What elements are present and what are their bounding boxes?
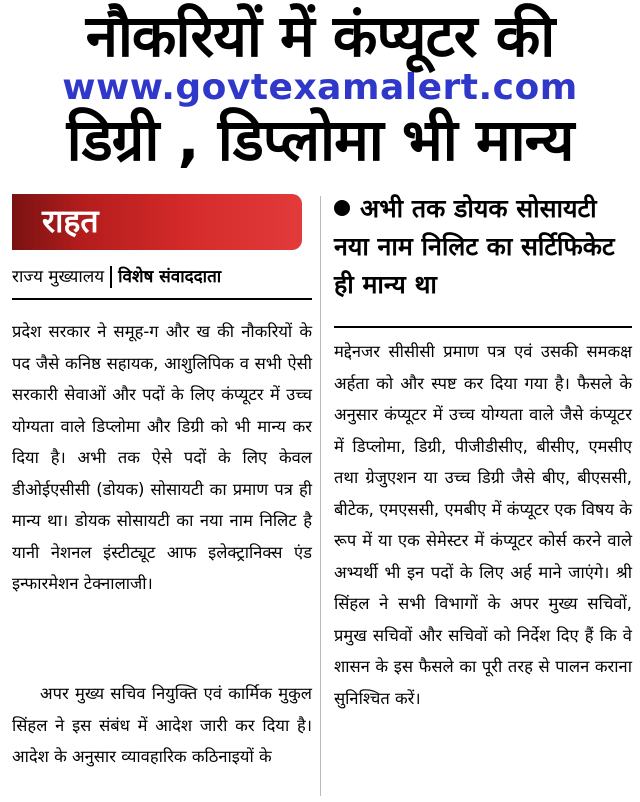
pull-quote-text: अभी तक डोयक सोसायटी नया नाम निलिट का सर्टिफिकेट ही मान्य था — [334, 194, 615, 299]
byline — [12, 262, 312, 292]
article-paragraph-1: प्रदेश सरकार ने समूह-ग और ख की नौकरियों के पद जैसे कनिष्ठ सहायक, आशुलिपिक व सभी ऐसी सरकारी सेवाओं और पदों के लिए कंप्यूटर में उच्च योग्यता वाले डिप्लोमा और डिग्री को भी मान्य कर दिया है। अभी तक ऐसे पदों के लिए केवल डीओईएसीसी (डोयक) सोसायटी का प्रमाण पत्र ही मान्य था। डोयक सोसायटी का नया नाम निलिट है यानी नेशनल इंस्टीट्यूट आफ इलेक्ट्रानिक्स एंड इन्फारमेशन टेक्नालाजी। — [12, 322, 312, 593]
byline-separator — [110, 266, 112, 288]
pull-quote — [334, 190, 634, 304]
section-tag-label: राहत — [42, 202, 99, 240]
byline-location: राज्य मुख्यालय — [12, 267, 105, 287]
headline-line-1: नौकरियों में कंप्यूटर की — [85, 2, 555, 70]
headline-line-2: डिग्री , डिप्लोमा भी मान्य — [66, 106, 574, 174]
bullet-icon — [334, 200, 350, 216]
pull-quote-rule — [334, 326, 632, 328]
column-divider — [320, 196, 321, 796]
byline-author: विशेष संवाददाता — [118, 267, 222, 287]
article-paragraph-2: अपर मुख्य सचिव नियुक्ति एवं कार्मिक मुकुल सिंहल ने इस संबंध में आदेश जारी कर दिया है। आदेश के अनुसार व्यावहारिक कठिनाइयों के — [12, 684, 312, 766]
watermark-url: www.govtexamalert.com — [62, 67, 578, 108]
section-tag — [12, 194, 302, 250]
article-paragraph-3: मद्देनजर सीसीसी प्रमाण पत्र एवं उसकी समकक्ष अर्हता को और स्पष्ट कर दिया गया है। फैसले के अनुसार कंप्यूटर में उच्च योग्यता वाले जैसे कंप्यूटर में डिप्लोमा, डिग्री, पीजीडीसीए, बीसीए, एमसीए तथा ग्रेजुएशन या उच्च डिग्री जैसे बीए, बीएससी, बीटेक, एमएससी, एमबीए में कंप्यूटर एक विषय के रूप में या एक सेमेस्टर में कंप्यूटर कोर्स करने वाले अभ्यर्थी भी इन पदों के लिए अर्ह माने जाएंगे। श्री सिंहल ने सभी विभागों के अपर मुख्य सचिवों, प्रमुख सचिवों और सचिवों को निर्देश दिए हैं कि वे शासन के इस फैसले का पूरी तरह से पालन कराना सुनिश्चित करें। — [334, 342, 632, 708]
byline-rule — [12, 298, 312, 300]
